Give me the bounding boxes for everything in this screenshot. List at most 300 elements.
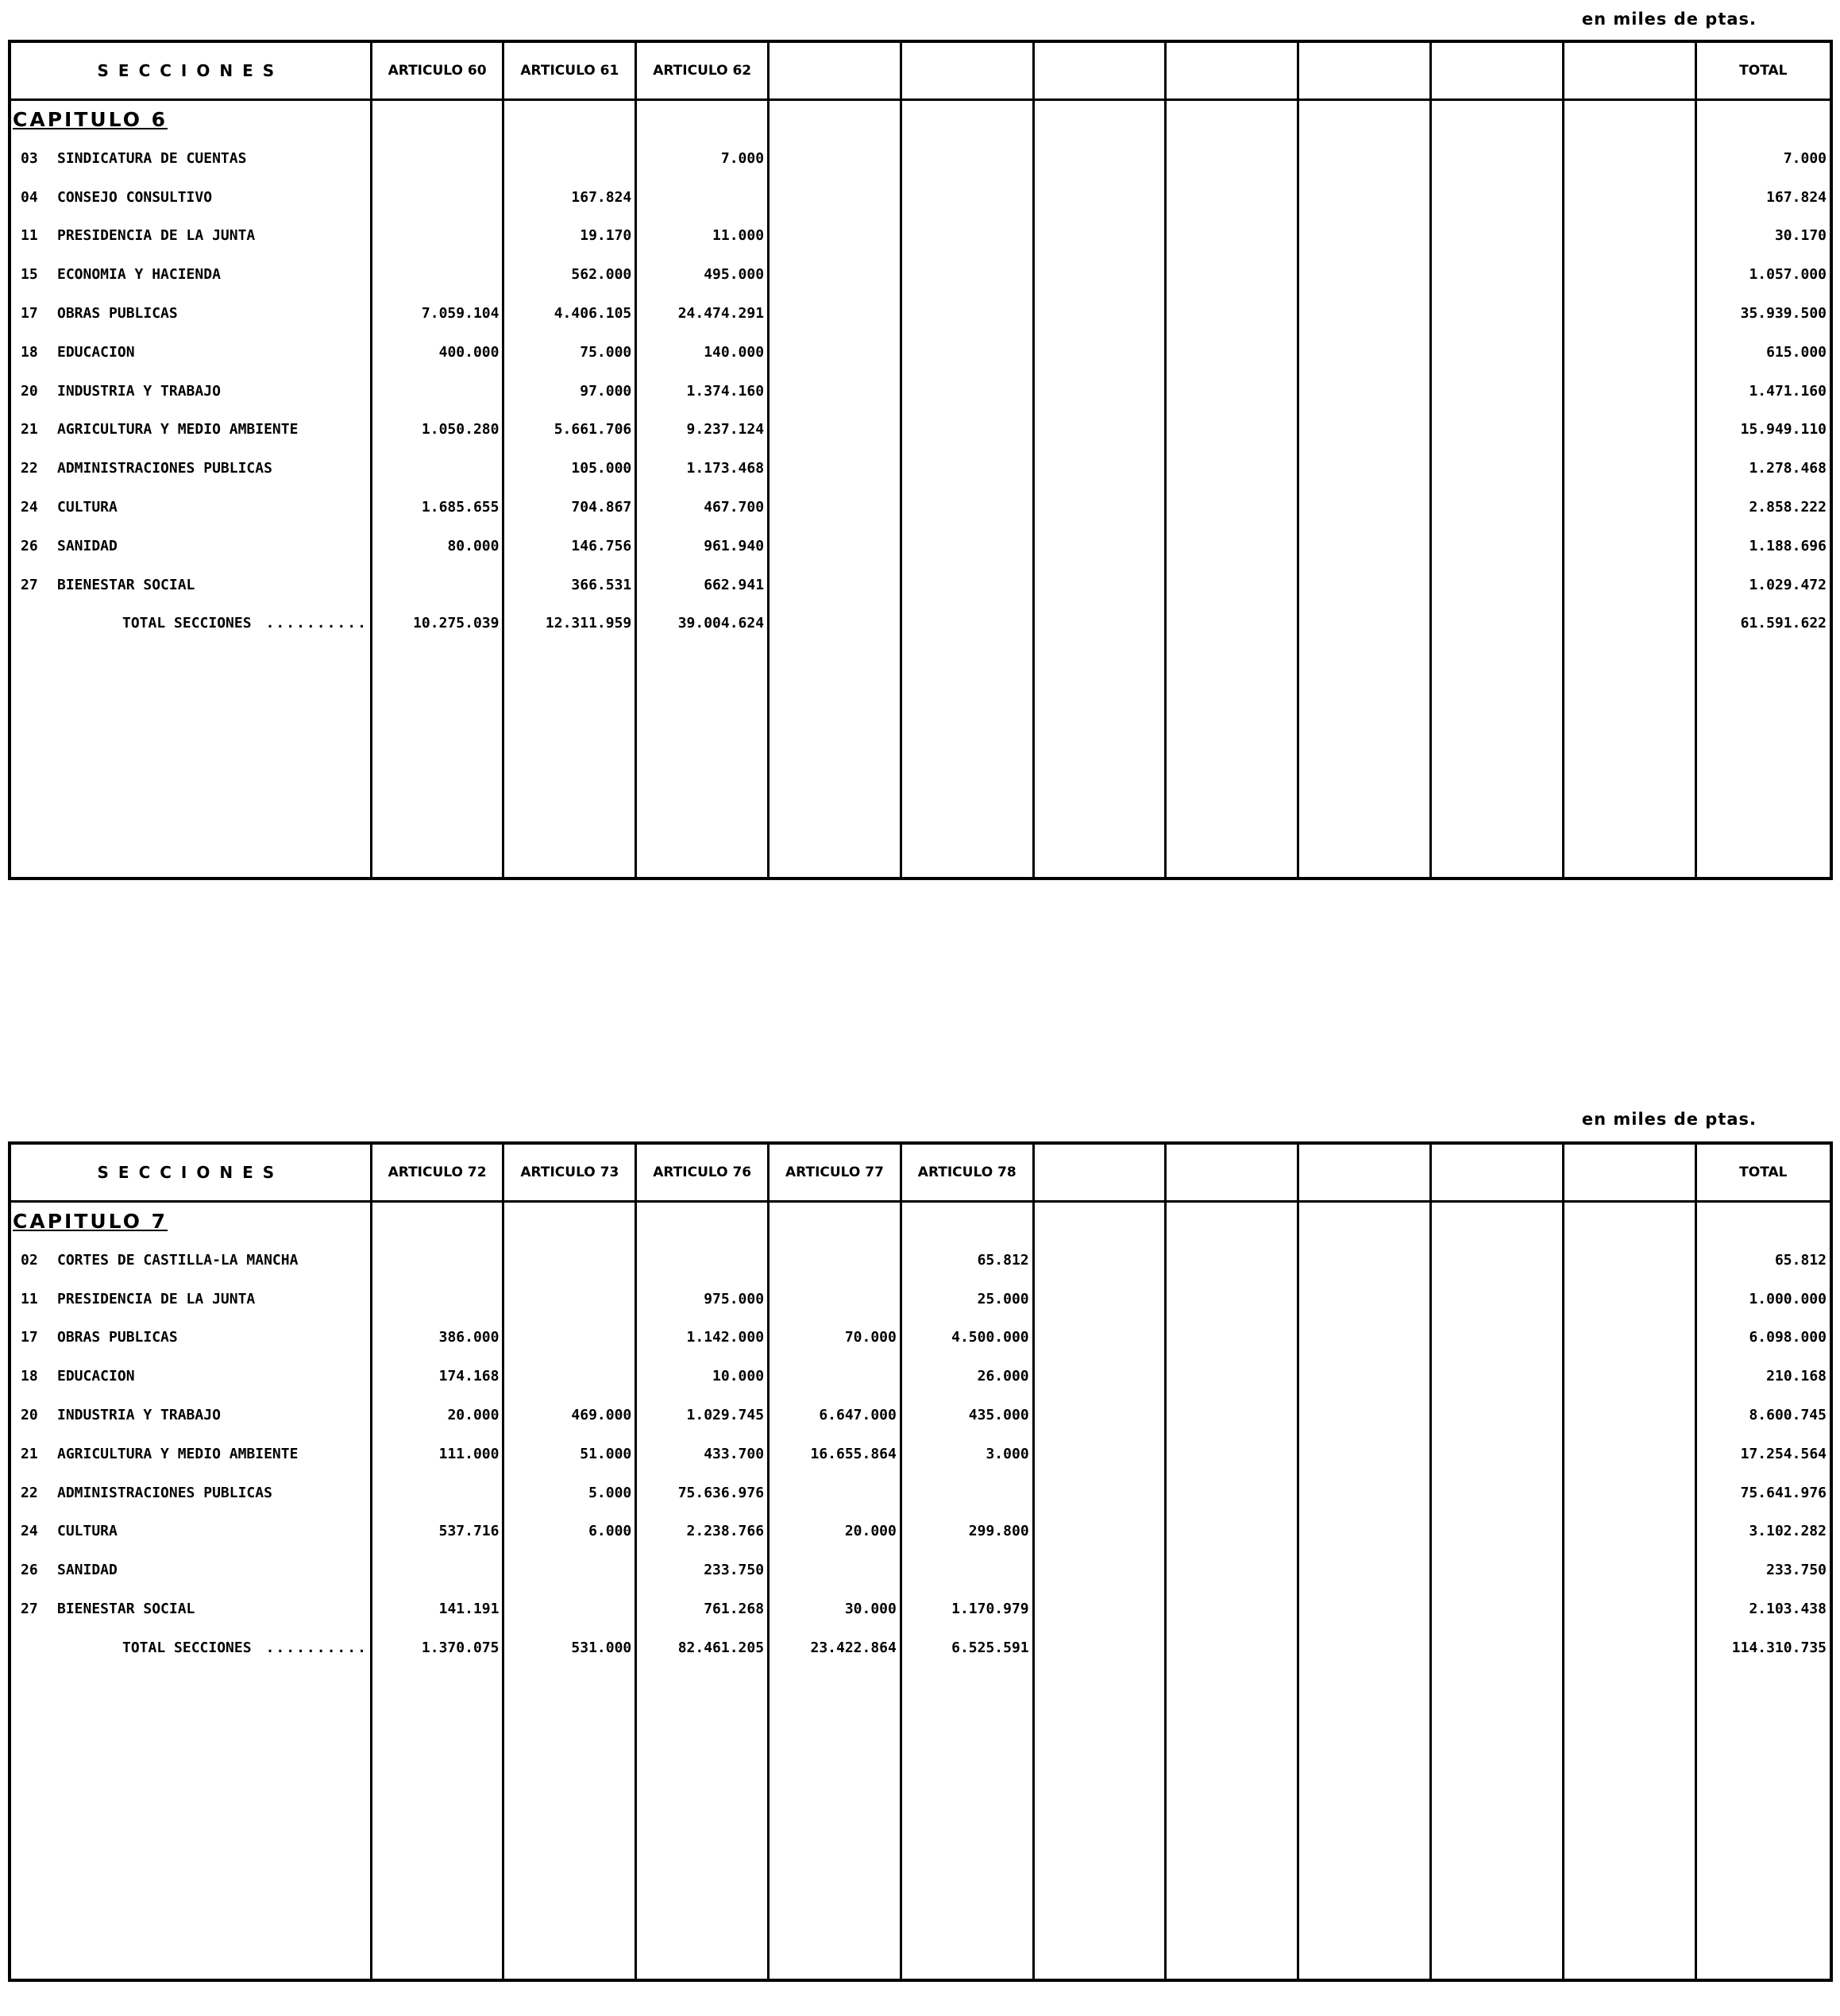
- value-cell: [1035, 140, 1165, 179]
- value-column: [636, 100, 769, 879]
- seccion-name: SINDICATURA DE CUENTAS: [57, 149, 247, 167]
- value-cell: [372, 256, 503, 295]
- seccion-name: INDUSTRIA Y TRABAJO: [57, 1406, 221, 1423]
- value-cell: [1035, 1396, 1165, 1435]
- seccion-name: PRESIDENCIA DE LA JUNTA: [57, 227, 256, 245]
- value-cell: [770, 1474, 900, 1513]
- row-total-cell: 1.029.472: [1749, 576, 1826, 593]
- spacer-line: [1432, 101, 1562, 140]
- value-cell: 70.000: [844, 1329, 897, 1346]
- value-column: [636, 1202, 769, 1981]
- spacer-line: [1167, 101, 1297, 140]
- value-cell: [1564, 1551, 1695, 1590]
- seccion-code: 27: [21, 576, 38, 593]
- column-header: [1563, 1143, 1695, 1202]
- value-cell: 24.474.291: [677, 304, 765, 322]
- seccion-code: 03: [21, 149, 38, 167]
- seccion-code: 24: [21, 498, 38, 516]
- total-value-cell: 10.275.039: [413, 615, 500, 632]
- value-cell: 146.756: [571, 537, 632, 554]
- value-cell: [770, 140, 900, 179]
- seccion-row: [11, 217, 370, 256]
- spacer-line: [1697, 101, 1830, 140]
- column-header: [1563, 41, 1695, 100]
- value-cell: [372, 1242, 503, 1280]
- row-total-cell: 2.858.222: [1749, 498, 1826, 516]
- value-lines: [902, 1203, 1032, 1668]
- value-cell: 1.173.468: [686, 460, 765, 477]
- value-cell: [1432, 179, 1562, 218]
- value-cell: [770, 334, 900, 373]
- value-cell: [372, 217, 503, 256]
- total-secciones-row: [11, 604, 370, 643]
- value-cell: [504, 1358, 635, 1396]
- value-cell: [372, 179, 503, 218]
- secciones-lines: [11, 101, 370, 643]
- value-cell: [1432, 566, 1562, 605]
- value-cell: 19.170: [580, 227, 632, 245]
- value-cell: [1167, 1242, 1297, 1280]
- value-cell: [770, 179, 900, 218]
- value-cell: [770, 1280, 900, 1319]
- value-lines: [902, 101, 1032, 643]
- unit-note: en miles de ptas.: [1581, 1110, 1757, 1129]
- value-cell: [1299, 373, 1429, 411]
- seccion-name: ADMINISTRACIONES PUBLICAS: [57, 1484, 272, 1501]
- value-cell: [902, 256, 1032, 295]
- value-cell: [1564, 295, 1695, 334]
- value-lines: [1035, 1203, 1165, 1668]
- value-cell: 51.000: [580, 1445, 632, 1462]
- value-cell: [504, 1551, 635, 1590]
- value-cell: [1035, 1435, 1165, 1474]
- value-cell: 10.000: [712, 1368, 765, 1385]
- value-cell: [1432, 1280, 1562, 1319]
- value-cell: 1.374.160: [686, 382, 765, 400]
- value-lines: [1299, 101, 1429, 643]
- seccion-row: [11, 295, 370, 334]
- row-total-cell: 65.812: [1774, 1251, 1826, 1269]
- value-cell: [902, 295, 1032, 334]
- value-cell: [1035, 256, 1165, 295]
- spacer-line: [1299, 1203, 1429, 1242]
- spacer-line: [372, 1203, 503, 1242]
- value-cell: 1.029.745: [686, 1406, 765, 1423]
- value-cell: [1167, 450, 1297, 489]
- value-cell: 7.059.104: [421, 304, 500, 322]
- value-cell: [1432, 1435, 1562, 1474]
- value-cell: [902, 450, 1032, 489]
- seccion-row: [11, 179, 370, 218]
- value-cell: 435.000: [968, 1406, 1029, 1423]
- value-cell: [1432, 217, 1562, 256]
- spacer-line: [637, 1203, 767, 1242]
- value-cell: [1432, 1396, 1562, 1435]
- value-cell: [1035, 295, 1165, 334]
- value-cell: [504, 1242, 635, 1280]
- total-value-cell: [1167, 1629, 1297, 1668]
- value-cell: [1564, 566, 1695, 605]
- value-cell: [1432, 1319, 1562, 1358]
- value-cell: 174.168: [438, 1368, 500, 1385]
- value-cell: [902, 411, 1032, 450]
- spacer-line: [637, 101, 767, 140]
- value-cell: [372, 1280, 503, 1319]
- value-cell: [1035, 1358, 1165, 1396]
- value-cell: [1035, 1512, 1165, 1551]
- value-cell: [1035, 1280, 1165, 1319]
- seccion-name: CULTURA: [57, 1523, 118, 1540]
- seccion-code: 22: [21, 1484, 38, 1501]
- value-lines: [637, 1203, 767, 1668]
- secciones-column: [10, 1202, 371, 1981]
- value-cell: [902, 1474, 1032, 1513]
- value-lines: [1564, 101, 1695, 643]
- seccion-name: AGRICULTURA Y MEDIO AMBIENTE: [57, 421, 299, 438]
- value-cell: [1035, 450, 1165, 489]
- total-header: TOTAL: [1695, 41, 1831, 100]
- secciones-header: SECCIONES: [10, 41, 371, 100]
- value-cell: 9.237.124: [686, 421, 765, 438]
- value-cell: [1299, 1396, 1429, 1435]
- value-column: [1563, 100, 1695, 879]
- value-cell: [1432, 1474, 1562, 1513]
- row-total-cell: 1.471.160: [1749, 382, 1826, 400]
- seccion-row: [11, 1590, 370, 1629]
- value-cell: [1167, 1435, 1297, 1474]
- seccion-name: INDUSTRIA Y TRABAJO: [57, 382, 221, 400]
- value-cell: [1299, 411, 1429, 450]
- value-cell: [1035, 1319, 1165, 1358]
- seccion-row: [11, 1551, 370, 1590]
- value-cell: [1299, 140, 1429, 179]
- value-cell: [1299, 334, 1429, 373]
- seccion-code: 21: [21, 421, 38, 438]
- value-cell: [902, 566, 1032, 605]
- value-lines: [1167, 1203, 1297, 1668]
- value-cell: 1.170.979: [951, 1600, 1029, 1617]
- value-cell: [1564, 256, 1695, 295]
- value-cell: 1.050.280: [421, 421, 500, 438]
- value-cell: [770, 527, 900, 566]
- seccion-row: [11, 489, 370, 527]
- total-value-cell: [1564, 604, 1695, 643]
- row-total-cell: 1.188.696: [1749, 537, 1826, 554]
- value-cell: [770, 256, 900, 295]
- seccion-row: [11, 450, 370, 489]
- value-column: [371, 100, 503, 879]
- value-cell: [1432, 140, 1562, 179]
- total-value-cell: 6.525.591: [951, 1639, 1029, 1656]
- seccion-row: [11, 1280, 370, 1319]
- value-cell: 65.812: [977, 1251, 1029, 1269]
- value-cell: 75.636.976: [677, 1484, 765, 1501]
- total-value-cell: 1.370.075: [421, 1639, 500, 1656]
- value-cell: [770, 411, 900, 450]
- unit-note: en miles de ptas.: [1581, 10, 1757, 29]
- value-cell: [1299, 179, 1429, 218]
- leader-dots: ..........: [265, 615, 368, 632]
- value-cell: 75.000: [580, 343, 632, 361]
- total-value-cell: [902, 604, 1032, 643]
- value-cell: 233.750: [704, 1562, 765, 1579]
- value-cell: [372, 1551, 503, 1590]
- value-cell: [1035, 1242, 1165, 1280]
- secciones-header: SECCIONES: [10, 1143, 371, 1202]
- seccion-name: OBRAS PUBLICAS: [57, 1329, 178, 1346]
- leader-dots: ..........: [265, 1639, 368, 1656]
- value-cell: 386.000: [438, 1329, 500, 1346]
- seccion-row: [11, 527, 370, 566]
- value-cell: 25.000: [977, 1290, 1029, 1307]
- value-cell: [902, 140, 1032, 179]
- spacer-line: [1697, 1203, 1830, 1242]
- total-value-cell: [1432, 1629, 1562, 1668]
- value-cell: 299.800: [968, 1523, 1029, 1540]
- value-cell: 6.000: [588, 1523, 632, 1540]
- seccion-name: CULTURA: [57, 498, 118, 516]
- value-cell: [1035, 179, 1165, 218]
- spacer-line: [1035, 1203, 1165, 1242]
- value-cell: [1564, 527, 1695, 566]
- value-cell: [1299, 1512, 1429, 1551]
- body-row: [10, 100, 1831, 879]
- seccion-row: [11, 256, 370, 295]
- seccion-code: 18: [21, 1368, 38, 1385]
- value-cell: [1432, 256, 1562, 295]
- value-lines: [1299, 1203, 1429, 1668]
- value-cell: 662.941: [704, 576, 765, 593]
- value-cell: [1167, 1396, 1297, 1435]
- spacer-line: [1564, 1203, 1695, 1242]
- value-cell: [1299, 1242, 1429, 1280]
- column-header: ARTICULO 60: [371, 41, 503, 100]
- row-total-cell: 17.254.564: [1740, 1445, 1826, 1462]
- value-cell: [902, 373, 1032, 411]
- value-column: [1298, 100, 1431, 879]
- seccion-row: [11, 1358, 370, 1396]
- value-column: [503, 100, 636, 879]
- column-header: ARTICULO 61: [503, 41, 636, 100]
- value-cell: [1167, 489, 1297, 527]
- value-cell: 975.000: [704, 1290, 765, 1307]
- value-column: [1298, 1202, 1431, 1981]
- value-cell: [1564, 1242, 1695, 1280]
- spacer-line: [770, 1203, 900, 1242]
- total-secciones-row: [11, 1629, 370, 1668]
- value-cell: [1035, 1590, 1165, 1629]
- value-cell: [1035, 1474, 1165, 1513]
- seccion-code: 26: [21, 537, 38, 554]
- value-cell: 20.000: [844, 1523, 897, 1540]
- row-total-cell: 615.000: [1766, 343, 1826, 361]
- value-lines: [1432, 101, 1562, 643]
- value-cell: 26.000: [977, 1368, 1029, 1385]
- value-cell: [1432, 373, 1562, 411]
- value-cell: 30.000: [844, 1600, 897, 1617]
- value-cell: [902, 489, 1032, 527]
- value-lines: [637, 101, 767, 643]
- value-cell: [372, 1474, 503, 1513]
- total-value-cell: [1035, 1629, 1165, 1668]
- seccion-row: [11, 1242, 370, 1280]
- value-lines: [372, 1203, 503, 1668]
- value-cell: [1167, 179, 1297, 218]
- value-cell: 1.685.655: [421, 498, 500, 516]
- row-total-cell: 233.750: [1766, 1562, 1826, 1579]
- value-cell: [902, 1551, 1032, 1590]
- secciones-column: [10, 100, 371, 879]
- value-cell: 105.000: [571, 460, 632, 477]
- total-value-cell: 12.311.959: [545, 615, 632, 632]
- value-cell: [1432, 1358, 1562, 1396]
- seccion-row: [11, 1512, 370, 1551]
- value-cell: 4.406.105: [554, 304, 632, 322]
- value-cell: [770, 1242, 900, 1280]
- secciones-lines: [11, 1203, 370, 1668]
- value-cell: [1432, 527, 1562, 566]
- value-cell: [1299, 1319, 1429, 1358]
- value-cell: [1167, 373, 1297, 411]
- value-cell: [1299, 450, 1429, 489]
- value-cell: [770, 450, 900, 489]
- value-cell: [1432, 334, 1562, 373]
- value-cell: 704.867: [571, 498, 632, 516]
- seccion-row: [11, 1319, 370, 1358]
- value-cell: [1299, 256, 1429, 295]
- spacer-line: [902, 1203, 1032, 1242]
- value-cell: [1167, 140, 1297, 179]
- value-cell: [372, 373, 503, 411]
- value-cell: 761.268: [704, 1600, 765, 1617]
- value-cell: [1564, 1512, 1695, 1551]
- value-cell: [1299, 527, 1429, 566]
- seccion-name: ADMINISTRACIONES PUBLICAS: [57, 460, 272, 477]
- seccion-row: [11, 411, 370, 450]
- total-header: TOTAL: [1695, 1143, 1831, 1202]
- value-cell: [1564, 334, 1695, 373]
- value-cell: [1035, 1551, 1165, 1590]
- spacer-line: [1299, 101, 1429, 140]
- value-column: [1166, 1202, 1298, 1981]
- value-cell: 495.000: [704, 266, 765, 284]
- value-cell: 467.700: [704, 498, 765, 516]
- column-header: [1033, 41, 1166, 100]
- seccion-row: [11, 140, 370, 179]
- seccion-name: ECONOMIA Y HACIENDA: [57, 266, 221, 284]
- value-cell: [770, 1358, 900, 1396]
- total-column: [1695, 1202, 1831, 1981]
- value-cell: [1167, 1551, 1297, 1590]
- value-cell: [1299, 1435, 1429, 1474]
- value-cell: [1167, 1358, 1297, 1396]
- seccion-name: SANIDAD: [57, 1562, 118, 1579]
- value-cell: [902, 527, 1032, 566]
- column-header: [769, 41, 901, 100]
- value-cell: 16.655.864: [810, 1445, 897, 1462]
- column-header: [1431, 41, 1564, 100]
- value-cell: 400.000: [438, 343, 500, 361]
- total-value-cell: 23.422.864: [810, 1639, 897, 1656]
- value-column: [1033, 100, 1166, 879]
- value-cell: 1.142.000: [686, 1329, 765, 1346]
- total-value-cell: [1299, 1629, 1429, 1668]
- row-total-cell: 6.098.000: [1749, 1329, 1826, 1346]
- column-header: ARTICULO 77: [769, 1143, 901, 1202]
- value-cell: [1564, 373, 1695, 411]
- value-cell: [1432, 1242, 1562, 1280]
- value-cell: [1167, 256, 1297, 295]
- value-cell: [1432, 1590, 1562, 1629]
- seccion-name: BIENESTAR SOCIAL: [57, 576, 195, 593]
- seccion-name: CONSEJO CONSULTIVO: [57, 188, 213, 206]
- seccion-row: [11, 1435, 370, 1474]
- column-header: [901, 41, 1033, 100]
- total-column: [1695, 100, 1831, 879]
- value-column: [769, 1202, 901, 1981]
- value-cell: [1299, 566, 1429, 605]
- value-cell: [1564, 1474, 1695, 1513]
- column-header: ARTICULO 72: [371, 1143, 503, 1202]
- value-cell: [1035, 411, 1165, 450]
- value-cell: [1035, 566, 1165, 605]
- seccion-code: 11: [21, 227, 38, 245]
- value-cell: [1035, 334, 1165, 373]
- value-cell: [1167, 1590, 1297, 1629]
- value-cell: [1564, 489, 1695, 527]
- value-cell: [1167, 527, 1297, 566]
- value-cell: [1299, 1551, 1429, 1590]
- value-cell: [1564, 1435, 1695, 1474]
- value-cell: [1299, 1358, 1429, 1396]
- column-header: [1298, 41, 1431, 100]
- value-cell: 366.531: [571, 576, 632, 593]
- total-value-cell: [1432, 604, 1562, 643]
- row-total-cell: 2.103.438: [1749, 1600, 1826, 1617]
- row-total-cell: 210.168: [1766, 1368, 1826, 1385]
- value-cell: [1299, 1280, 1429, 1319]
- value-column: [1166, 100, 1298, 879]
- seccion-code: 17: [21, 304, 38, 322]
- total-value-cell: 39.004.624: [677, 615, 765, 632]
- value-cell: [1167, 295, 1297, 334]
- seccion-code: 17: [21, 1329, 38, 1346]
- seccion-code: 18: [21, 343, 38, 361]
- value-cell: [1432, 450, 1562, 489]
- value-column: [1033, 1202, 1166, 1981]
- value-cell: 140.000: [704, 343, 765, 361]
- seccion-row: [11, 566, 370, 605]
- value-cell: 11.000: [712, 227, 765, 245]
- seccion-code: 24: [21, 1523, 38, 1540]
- value-cell: 97.000: [580, 382, 632, 400]
- value-cell: [1167, 334, 1297, 373]
- spacer-line: [770, 101, 900, 140]
- value-cell: 6.647.000: [819, 1406, 897, 1423]
- value-cell: 5.661.706: [554, 421, 632, 438]
- value-cell: [1167, 217, 1297, 256]
- grand-total-cell: 114.310.735: [1731, 1639, 1826, 1656]
- seccion-code: 20: [21, 1406, 38, 1423]
- value-cell: [1564, 217, 1695, 256]
- total-value-cell: [1167, 604, 1297, 643]
- value-cell: [770, 489, 900, 527]
- seccion-code: 26: [21, 1562, 38, 1579]
- value-cell: [1167, 1280, 1297, 1319]
- row-total-cell: 7.000: [1783, 149, 1826, 167]
- column-header: ARTICULO 78: [901, 1143, 1033, 1202]
- spacer-line: [1035, 101, 1165, 140]
